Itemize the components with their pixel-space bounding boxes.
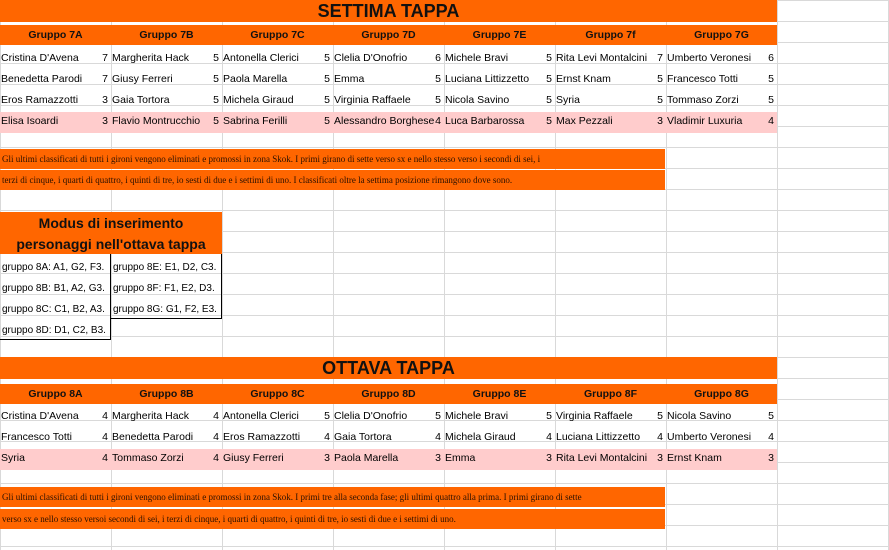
player-name[interactable]: Tommaso Zorzi <box>112 452 184 464</box>
player-score[interactable]: 5 <box>546 73 552 85</box>
player-score[interactable]: 4 <box>435 431 441 443</box>
player-name[interactable]: Max Pezzali <box>556 115 613 127</box>
player-score[interactable]: 5 <box>768 73 774 85</box>
player-score[interactable]: 5 <box>435 94 441 106</box>
grid-row-line <box>0 546 889 547</box>
player-score[interactable]: 5 <box>546 115 552 127</box>
player-score[interactable]: 4 <box>657 431 663 443</box>
player-name[interactable]: Nicola Savino <box>445 94 510 106</box>
player-score[interactable]: 5 <box>657 94 663 106</box>
settima-note-line-1: Gli ultimi classificati di tutti i gironi vengono eliminati e promossi in zona Skok. I primi girano di sette verso sx e nello stesso verso i secondi di sei, i <box>2 154 541 164</box>
player-name[interactable]: Tommaso Zorzi <box>667 94 739 106</box>
group-header: Gruppo 8A <box>28 388 83 400</box>
player-name[interactable]: Francesco Totti <box>1 431 73 443</box>
player-score[interactable]: 5 <box>213 52 219 64</box>
group-header: Gruppo 8B <box>139 388 194 400</box>
settima-note-line-2: terzi di cinque, i quarti di quattro, i quinti di tre, io sesti di due e i settimi di uno. I classificati oltre la settima posizione rimangono dove sono. <box>2 175 513 185</box>
grid-row-line <box>0 483 889 484</box>
group-header: Gruppo 8E <box>472 388 527 400</box>
group-header: Gruppo 7E <box>472 29 527 41</box>
player-name[interactable]: Clelia D'Onofrio <box>334 52 408 64</box>
player-score[interactable]: 5 <box>324 52 330 64</box>
player-score[interactable]: 4 <box>546 431 552 443</box>
grid-column-line <box>777 0 778 550</box>
player-name[interactable]: Paola Marella <box>334 452 399 464</box>
player-name[interactable]: Syria <box>556 94 580 106</box>
player-score[interactable]: 5 <box>213 94 219 106</box>
player-score[interactable]: 5 <box>768 410 774 422</box>
player-name[interactable]: Michele Bravi <box>445 410 509 422</box>
player-score[interactable]: 4 <box>324 431 330 443</box>
player-name[interactable]: Virginia Raffaele <box>334 94 411 106</box>
player-name[interactable]: Umberto Veronesi <box>667 52 752 64</box>
player-score[interactable]: 3 <box>546 452 552 464</box>
modus-rule-left[interactable]: gruppo 8B: B1, A2, G3. <box>2 283 105 294</box>
player-score[interactable]: 3 <box>102 115 108 127</box>
player-score[interactable]: 5 <box>546 94 552 106</box>
player-name[interactable]: Gaia Tortora <box>112 94 170 106</box>
player-name[interactable]: Virginia Raffaele <box>556 410 633 422</box>
player-score[interactable]: 5 <box>324 94 330 106</box>
player-name[interactable]: Luciana Littizzetto <box>445 73 530 85</box>
ottava-title: OTTAVA TAPPA <box>322 358 455 378</box>
player-name[interactable]: Giusy Ferreri <box>112 73 173 85</box>
player-name[interactable]: Clelia D'Onofrio <box>334 410 408 422</box>
grid-row-line <box>0 210 889 211</box>
player-name[interactable]: Francesco Totti <box>667 73 739 85</box>
modus-rule-left[interactable]: gruppo 8D: D1, C2, B3. <box>2 325 106 336</box>
player-name[interactable]: Ernst Knam <box>556 73 611 85</box>
player-name[interactable]: Emma <box>445 452 476 464</box>
ottava-note-line-1: Gli ultimi classificati di tutti i gironi vengono eliminati e promossi in zona Skok. I primi tre alla seconda fase; gli ultimi quattro alla prima. I primi girano di sette <box>2 492 582 502</box>
player-name[interactable]: Giusy Ferreri <box>223 452 284 464</box>
player-name[interactable]: Rita Levi Montalcini <box>556 452 648 464</box>
player-score[interactable]: 5 <box>546 410 552 422</box>
player-name[interactable]: Luciana Littizzetto <box>556 431 641 443</box>
player-name[interactable]: Gaia Tortora <box>334 431 392 443</box>
player-name[interactable]: Eros Ramazzotti <box>223 431 301 443</box>
modus-title-line-2: personaggi nell'ottava tappa <box>16 236 206 252</box>
modus-rule-right[interactable]: gruppo 8E: E1, D2, C3. <box>113 262 217 273</box>
modus-rule-left[interactable]: gruppo 8C: C1, B2, A3. <box>2 304 105 315</box>
modus-rule-left[interactable]: gruppo 8A: A1, G2, F3. <box>2 262 105 273</box>
player-score[interactable]: 5 <box>213 115 219 127</box>
player-name[interactable]: Ernst Knam <box>667 452 722 464</box>
player-score[interactable]: 3 <box>435 452 441 464</box>
group-header: Gruppo 7B <box>139 29 194 41</box>
player-score[interactable]: 7 <box>657 52 663 64</box>
player-score[interactable]: 4 <box>768 431 774 443</box>
player-score[interactable]: 7 <box>102 52 108 64</box>
player-name[interactable]: Michela Giraud <box>223 94 294 106</box>
group-header: Gruppo 8C <box>250 388 305 400</box>
player-name[interactable]: Rita Levi Montalcini <box>556 52 648 64</box>
player-score[interactable]: 5 <box>768 94 774 106</box>
player-name[interactable]: Margherita Hack <box>112 410 190 422</box>
player-score[interactable]: 5 <box>435 73 441 85</box>
player-name[interactable]: Cristina D'Avena <box>1 52 79 64</box>
group-header: Gruppo 7D <box>361 29 416 41</box>
group-header: Gruppo 8G <box>694 388 749 400</box>
modus-rule-right[interactable]: gruppo 8G: G1, F2, E3. <box>113 304 217 315</box>
player-score[interactable]: 4 <box>102 410 108 422</box>
player-score[interactable]: 5 <box>657 410 663 422</box>
player-name[interactable]: Eros Ramazzotti <box>1 94 79 106</box>
player-name[interactable]: Michele Bravi <box>445 52 509 64</box>
player-name[interactable]: Alessandro Borghese <box>334 115 435 127</box>
player-score[interactable]: 5 <box>435 410 441 422</box>
player-score[interactable]: 4 <box>213 410 219 422</box>
player-name[interactable]: Nicola Savino <box>667 410 732 422</box>
group-header: Gruppo 7G <box>694 29 749 41</box>
player-name[interactable]: Cristina D'Avena <box>1 410 79 422</box>
player-score[interactable]: 3 <box>768 452 774 464</box>
player-score[interactable]: 4 <box>102 431 108 443</box>
player-score[interactable]: 5 <box>324 115 330 127</box>
player-name[interactable]: Antonella Clerici <box>223 410 299 422</box>
player-name[interactable]: Benedetta Parodi <box>1 73 83 85</box>
player-score[interactable]: 6 <box>768 52 774 64</box>
group-header: Gruppo 8D <box>361 388 416 400</box>
group-header: Gruppo 7C <box>250 29 305 41</box>
player-score[interactable]: 3 <box>102 94 108 106</box>
player-score[interactable]: 6 <box>435 52 441 64</box>
player-name[interactable]: Umberto Veronesi <box>667 431 752 443</box>
player-name[interactable]: Syria <box>1 452 25 464</box>
player-name[interactable]: Margherita Hack <box>112 52 190 64</box>
player-score[interactable]: 5 <box>324 410 330 422</box>
player-score[interactable]: 3 <box>324 452 330 464</box>
grid-row-line <box>0 336 889 337</box>
player-score[interactable]: 4 <box>768 115 774 127</box>
player-name[interactable]: Flavio Montrucchio <box>112 115 201 127</box>
group-header: Gruppo 7A <box>28 29 83 41</box>
player-score[interactable]: 3 <box>657 452 663 464</box>
player-name[interactable]: Sabrina Ferilli <box>223 115 288 127</box>
modus-rule-right[interactable]: gruppo 8F: F1, E2, D3. <box>113 283 215 294</box>
player-score[interactable]: 4 <box>213 431 219 443</box>
player-score[interactable]: 4 <box>213 452 219 464</box>
player-score[interactable]: 7 <box>102 73 108 85</box>
player-score[interactable]: 5 <box>324 73 330 85</box>
player-name[interactable]: Elisa Isoardi <box>1 115 59 127</box>
player-score[interactable]: 4 <box>102 452 108 464</box>
group-header: Gruppo 8F <box>583 388 638 400</box>
player-name[interactable]: Vladimir Luxuria <box>667 115 743 127</box>
player-name[interactable]: Emma <box>334 73 365 85</box>
player-score[interactable]: 3 <box>657 115 663 127</box>
player-score[interactable]: 5 <box>213 73 219 85</box>
player-name[interactable]: Luca Barbarossa <box>445 115 525 127</box>
modus-title-line-1: Modus di inserimento <box>38 215 184 231</box>
player-score[interactable]: 5 <box>546 52 552 64</box>
player-name[interactable]: Benedetta Parodi <box>112 431 194 443</box>
player-name[interactable]: Antonella Clerici <box>223 52 299 64</box>
grid-row-line <box>0 147 889 148</box>
player-name[interactable]: Michela Giraud <box>445 431 516 443</box>
player-name[interactable]: Paola Marella <box>223 73 288 85</box>
ottava-note-line-2: verso sx e nello stesso versoi secondi di sei, i terzi di cinque, i quarti di quattro, i quinti di tre, io sesti di due e i settimi di uno. <box>2 514 456 524</box>
player-score[interactable]: 5 <box>657 73 663 85</box>
group-header: Gruppo 7f <box>585 29 636 41</box>
settima-title: SETTIMA TAPPA <box>317 1 460 21</box>
player-score[interactable]: 4 <box>435 115 441 127</box>
